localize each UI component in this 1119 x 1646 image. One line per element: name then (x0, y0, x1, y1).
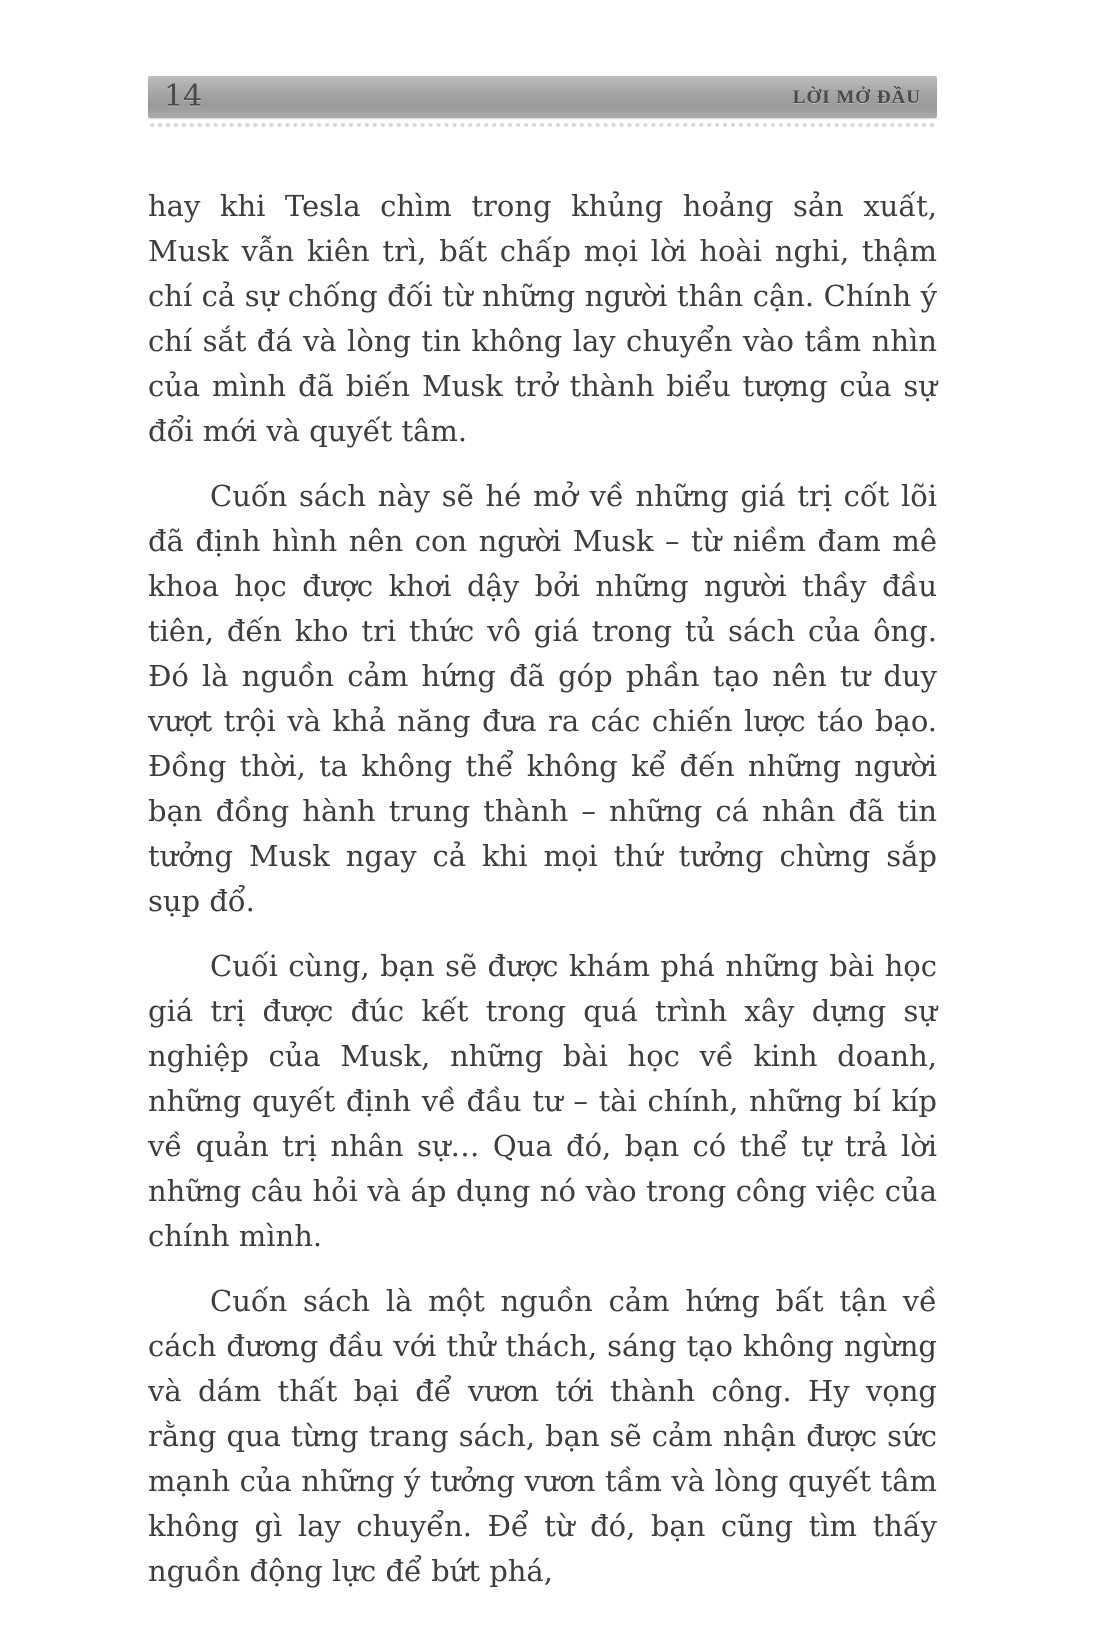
paragraph: Cuốn sách này sẽ hé mở về những giá trị cốt lõi đã định hình nên con người Musk – từ niềm đam mê khoa học được khơi dậy bởi những người thầy đầu tiên, đến kho tri thức vô giá trong tủ sách của ông. Đó là nguồn cảm hứng đã góp phần tạo nên tư duy vượt trội và khả năng đưa ra các chiến lược táo bạo. Đồng thời, ta không thể không kể đến những người bạn đồng hành trung thành – những cá nhân đã tin tưởng Musk ngay cả khi mọi thứ tưởng chừng sắp sụp đổ. (148, 479, 937, 918)
page-body (148, 184, 937, 1594)
paragraph: Cuối cùng, bạn sẽ được khám phá những bài học giá trị được đúc kết trong quá trình xây dựng sự nghiệp của Musk, những bài học về kinh doanh, những quyết định về đầu tư – tài chính, những bí kíp về quản trị nhân sự… Qua đó, bạn có thể tự trả lời những câu hỏi và áp dụng nó vào trong công việc của chính mình. (148, 949, 937, 1253)
paragraph: hay khi Tesla chìm trong khủng hoảng sản xuất, Musk vẫn kiên trì, bất chấp mọi lời hoài nghi, thậm chí cả sự chống đối từ những người thân cận. Chính ý chí sắt đá và lòng tin không lay chuyển vào tầm nhìn của mình đã biến Musk trở thành biểu tượng của sự đổi mới và quyết tâm. (148, 189, 937, 448)
page-header (148, 76, 937, 118)
section-title: LỜI MỞ ĐẦU (792, 86, 921, 108)
page-number: 14 (164, 79, 203, 114)
paragraph: Cuốn sách là một nguồn cảm hứng bất tận về cách đương đầu với thử thách, sáng tạo không ngừng và dám thất bại để vươn tới thành công. Hy vọng rằng qua từng trang sách, bạn sẽ cảm nhận được sức mạnh của những ý tưởng vươn tầm và lòng quyết tâm không gì lay chuyển. Để từ đó, bạn cũng tìm thấy nguồn động lực để bứt phá, (148, 1284, 937, 1588)
